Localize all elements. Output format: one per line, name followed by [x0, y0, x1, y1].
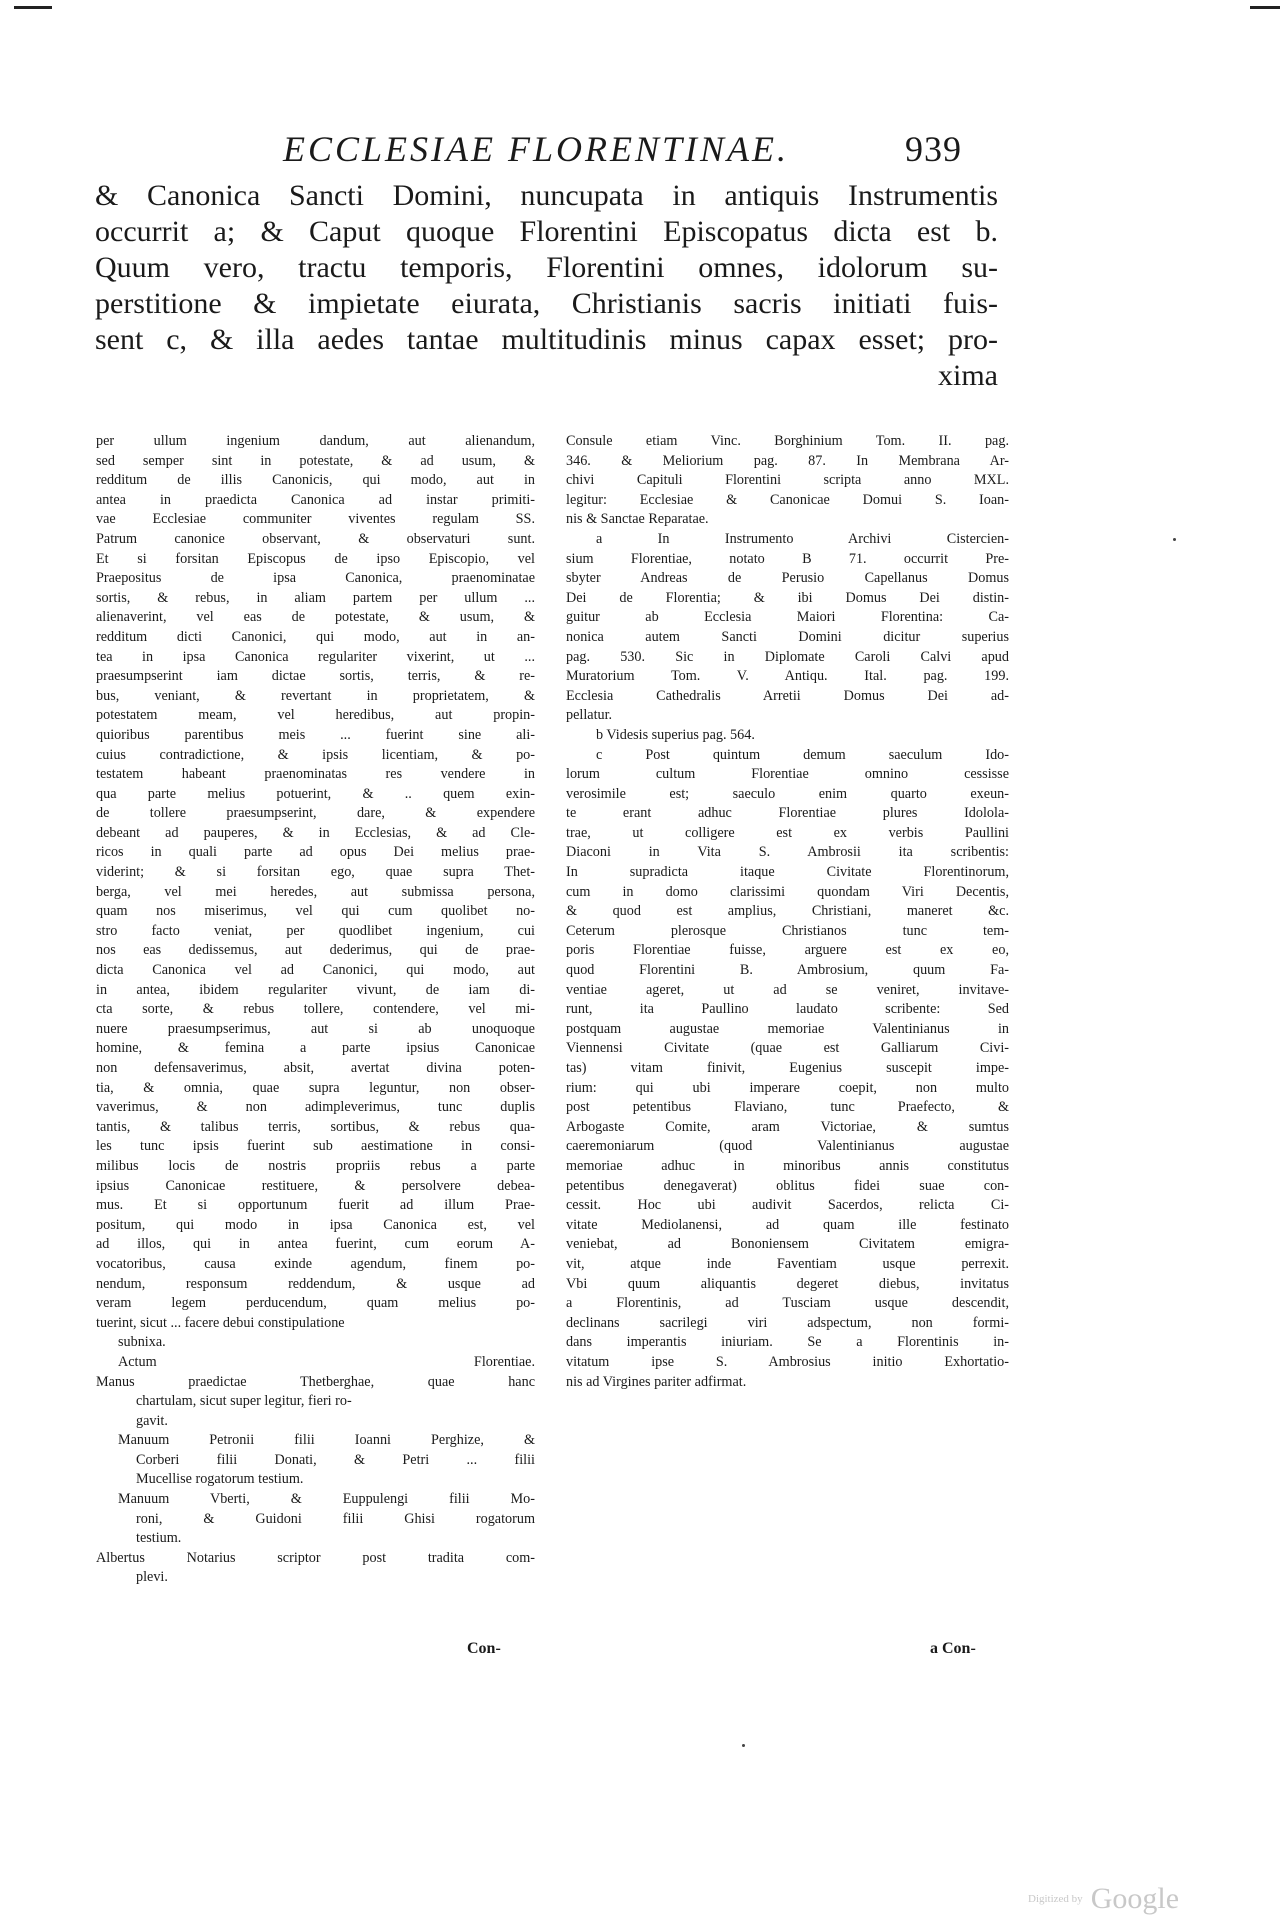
- text-line: legitur: Ecclesiae & Canonicae Domui S. Ioan-: [566, 491, 1009, 508]
- text-line: roni, & Guidoni filii Ghisi rogatorum: [136, 1510, 535, 1527]
- text-line: cta sorte, & rebus tollere, contendere, vel mi-: [96, 1001, 535, 1018]
- text-line: lorum cultum Florentiae omnino cessisse: [566, 766, 1009, 783]
- text-line: tea in ipsa Canonica regulariter vixerint, ut ...: [96, 648, 535, 665]
- text-line: a In Instrumento Archivi Cistercien-: [596, 530, 1009, 547]
- text-line: ventiae ageret, ut ad se veniret, invitave-: [566, 981, 1009, 998]
- text-line: pag. 530. Sic in Diplomate Caroli Calvi apud: [566, 648, 1009, 665]
- text-line: xima: [938, 359, 998, 392]
- text-line: runt, ita Paullino laudato scribente: Sed: [566, 1001, 1009, 1018]
- text-line: sium Florentiae, notato B 71. occurrit Pre-: [566, 550, 1009, 567]
- watermark-brand: Google: [1090, 1882, 1180, 1915]
- text-line: Ecclesia Cathedralis Arretii Domus Dei ad-: [566, 687, 1009, 704]
- text-line: plevi.: [136, 1569, 168, 1586]
- text-line: non defensaverimus, absit, avertat divina poten-: [96, 1060, 535, 1076]
- text-line: Patrum canonice observant, & observaturi sunt.: [96, 530, 535, 547]
- text-line: vaverimus, & non adimpleverimus, tunc duplis: [96, 1099, 535, 1116]
- text-line: nendum, responsum reddendum, & usque ad: [96, 1275, 535, 1292]
- running-head-title: ECCLESIAE FLORENTINAE.: [283, 129, 789, 169]
- text-line: petentibus denegaverat) oblitus fidei suae con-: [566, 1177, 1009, 1194]
- text-line: nonica autem Sancti Domini dicitur superius: [566, 628, 1009, 645]
- text-line: ipsius Canonicae restituere, & persolvere debea-: [96, 1177, 535, 1194]
- lead-paragraph: [95, 178, 998, 394]
- text-line: verosimile est; saeculo enim quarto exeun-: [566, 785, 1009, 802]
- text-line: In supradicta itaque Civitate Florentinorum,: [566, 864, 1009, 881]
- scan-speck: [742, 1744, 745, 1747]
- watermark-prefix: Digitized by: [1028, 1893, 1083, 1905]
- text-line: mus. Et si opportunum fuerit ad illum Prae-: [96, 1197, 535, 1214]
- text-line: declinans sacrilegi viri adspectum, non formi-: [566, 1314, 1009, 1331]
- text-line: Corberi filii Donati, & Petri ... filii: [136, 1451, 535, 1468]
- text-line: gavit.: [136, 1412, 168, 1429]
- text-line: veram legem perducendum, quam melius po-: [96, 1295, 535, 1312]
- text-line: cuius contradictione, & ipsis licentiam, & po-: [96, 746, 535, 763]
- text-line: antea in praedicta Canonica ad instar primiti-: [96, 491, 535, 508]
- text-line: ricos in quali parte ad opus Dei melius prae-: [96, 844, 535, 861]
- text-line: guitur ab Ecclesia Maiori Florentina: Ca-: [566, 609, 1009, 626]
- text-line: praesumpserint iam dictae sortis, terris, & re-: [96, 668, 535, 685]
- text-line: subnixa.: [118, 1334, 166, 1351]
- text-line: Manuum Petronii filii Ioanni Perghize, &: [118, 1432, 535, 1449]
- text-line: rium: qui ubi imperare coepit, non multo: [566, 1079, 1009, 1096]
- text-line: perstitione & impietate eiurata, Christianis sacris initiati fuis-: [95, 287, 998, 320]
- text-line: caeremoniarum (quod Valentinianus augustae: [566, 1138, 1009, 1155]
- text-line: tas) vitam finivit, Eugenius suscepit impe-: [566, 1060, 1009, 1076]
- text-line: Manus praedictae Thetberghae, quae hanc: [96, 1373, 535, 1390]
- text-line: nos eas dedissemus, aut dederimus, qui de prae-: [96, 942, 535, 959]
- text-line: a Florentinis, ad Tusciam usque descendit,: [566, 1295, 1009, 1312]
- catchword-left: Con-: [467, 1640, 501, 1657]
- text-line: 346. & Meliorium pag. 87. In Membrana Ar-: [566, 452, 1009, 469]
- text-line: nis & Sanctae Reparatae.: [566, 511, 709, 528]
- text-line: alienaverint, vel eas de potestate, & usum, &: [96, 609, 535, 626]
- catchword-right: a Con-: [930, 1640, 976, 1657]
- text-line: sed semper sint in potestate, & ad usum, &: [96, 452, 535, 469]
- text-line: occurrit a; & Caput quoque Florentini Episcopatus dicta est b.: [95, 215, 998, 248]
- text-line: tia, & omnia, quae supra leguntur, non obser-: [96, 1079, 535, 1096]
- text-line: vocatoribus, causa exinde agendum, finem po-: [96, 1255, 535, 1272]
- scan-edge-mark-right: [1250, 6, 1280, 9]
- scan-edge-mark-left: [14, 6, 52, 9]
- text-line: vitatum ipse S. Ambrosius initio Exhortatio-: [566, 1353, 1009, 1370]
- text-line: Muratorium Tom. V. Antiqu. Ital. pag. 199.: [566, 668, 1009, 685]
- text-line: qua parte melius potuerint, & .. quem exin-: [96, 785, 535, 802]
- right-column-footnotes: [566, 432, 1009, 1392]
- text-line: bus, veniant, & revertant in proprietatem, &: [96, 687, 535, 704]
- text-line: vae Ecclesiae communiter viventes regulam SS.: [96, 511, 535, 528]
- text-line: redditum de illis Canonicis, qui modo, aut in: [96, 472, 535, 489]
- text-line: veniebat, ad Bononiensem Civitatem emigra-: [566, 1236, 1009, 1253]
- text-line: & quod est amplius, Christiani, maneret &c.: [566, 903, 1009, 920]
- text-line: Dei de Florentia; & ibi Domus Dei distin-: [566, 589, 1009, 606]
- text-line: sbyter Andreas de Perusio Capellanus Domus: [566, 570, 1009, 587]
- digitization-watermark: [1028, 1882, 1179, 1916]
- text-line: vit, atque inde Faventiam usque perrexit.: [566, 1255, 1009, 1272]
- text-line: Vbi quum aliquantis degeret diebus, invitatus: [566, 1275, 1009, 1292]
- text-line: Manuum Vberti, & Euppulengi filii Mo-: [118, 1491, 535, 1508]
- text-line: Quum vero, tractu temporis, Florentini omnes, idolorum su-: [95, 251, 998, 284]
- text-line: Actum Florentiae.: [118, 1353, 535, 1370]
- text-line: stro facto veniat, per quodlibet ingenium, cui: [96, 922, 535, 939]
- text-line: dans imperantis iniuriam. Se a Florentinis in-: [566, 1334, 1009, 1351]
- text-line: debeant ad pauperes, & in Ecclesias, & ad Cle-: [96, 824, 535, 841]
- text-line: vitate Mediolanensi, ad quam ille festinato: [566, 1216, 1009, 1233]
- text-line: te erant adhuc Florentiae plures Idolola-: [566, 805, 1009, 822]
- text-line: sortis, & rebus, in aliam partem per ullum ...: [96, 589, 535, 606]
- text-line: positum, qui modo in ipsa Canonica est, vel: [96, 1216, 535, 1233]
- text-line: poris Florentiae fuisse, arguere est ex eo,: [566, 942, 1009, 959]
- text-line: & Canonica Sancti Domini, nuncupata in antiquis Instrumentis: [95, 179, 998, 212]
- text-line: memoriae adhuc in minoribus annis constitutus: [566, 1157, 1009, 1174]
- text-line: c Post quintum demum saeculum Ido-: [596, 746, 1009, 763]
- text-line: Diaconi in Vita S. Ambrosii ita scribentis:: [566, 844, 1009, 861]
- text-line: Arbogaste Comite, aram Victoriae, & sumtus: [566, 1118, 1009, 1135]
- page-number: 939: [905, 129, 962, 169]
- text-line: Praepositus de ipsa Canonica, praenominatae: [96, 570, 535, 587]
- text-line: pellatur.: [566, 707, 613, 724]
- text-line: Albertus Notarius scriptor post tradita com-: [96, 1549, 535, 1566]
- text-line: testatem habeant praenominatas res vendere in: [96, 766, 535, 783]
- text-line: chivi Capituli Florentini scripta anno MXL.: [566, 472, 1009, 489]
- text-line: trae, ut colligere est ex verbis Paullini: [566, 824, 1009, 841]
- text-line: Ceterum plerosque Christianos tunc tem-: [566, 922, 1009, 939]
- text-line: b Videsis superius pag. 564.: [596, 726, 755, 743]
- text-line: nuere praesumpserimus, aut si ab unoquoque: [96, 1020, 535, 1037]
- text-line: de tollere praesumpserint, dare, & expendere: [96, 805, 535, 822]
- text-line: quod Florentini B. Ambrosium, quum Fa-: [566, 962, 1009, 979]
- text-line: testium.: [136, 1530, 182, 1547]
- text-line: in antea, ibidem regulariter vivunt, de iam di-: [96, 981, 535, 998]
- text-line: Et si forsitan Episcopus de ipso Episcopio, vel: [96, 550, 535, 567]
- text-line: tuerint, sicut ... facere debui constipulatione: [96, 1314, 345, 1331]
- text-line: per ullum ingenium dandum, aut alienandum,: [96, 433, 535, 449]
- text-line: tantis, & talibus terris, sortibus, & rebus qua-: [96, 1118, 535, 1135]
- text-line: milibus locis de nostris propriis rebus a parte: [96, 1157, 535, 1174]
- text-line: quam nos miserimus, vel qui cum quolibet no-: [96, 903, 535, 920]
- text-line: cum in domo clarissimi quondam Viri Decentis,: [566, 883, 1009, 900]
- text-line: viderint; & si forsitan ego, quae supra Thet-: [96, 864, 535, 881]
- text-line: cessit. Hoc ubi audivit Sacerdos, relicta Ci-: [566, 1197, 1009, 1214]
- text-line: homine, & femina a parte ipsius Canonicae: [96, 1040, 535, 1057]
- text-line: redditum dicti Canonici, qui modo, aut in an-: [96, 628, 535, 645]
- text-line: sent c, & illa aedes tantae multitudinis minus capax esset; pro-: [95, 323, 998, 356]
- scan-speck: [1173, 538, 1176, 541]
- text-line: dicta Canonica vel ad Canonici, qui modo, aut: [96, 962, 535, 979]
- text-line: ad illos, qui in antea fuerint, cum eorum A-: [96, 1236, 535, 1253]
- text-line: quioribus parentibus meis ... fuerint sine ali-: [96, 726, 535, 743]
- text-line: berga, vel mei heredes, aut submissa persona,: [96, 883, 535, 900]
- text-line: potestatem meam, vel heredibus, aut propin-: [96, 707, 535, 724]
- text-line: les tunc ipsis fuerint sub aestimatione in consi-: [96, 1138, 535, 1155]
- text-line: chartulam, sicut super legitur, fieri ro-: [136, 1393, 352, 1410]
- text-line: post petentibus Flaviano, tunc Praefecto, &: [566, 1099, 1009, 1116]
- text-line: Mucellise rogatorum testium.: [136, 1471, 304, 1488]
- left-column-document-text: [96, 432, 535, 1588]
- text-line: Viennensi Civitate (quae est Galliarum Civi-: [566, 1040, 1009, 1057]
- text-line: postquam augustae memoriae Valentinianus in: [566, 1020, 1009, 1037]
- text-line: nis ad Virgines pariter adfirmat.: [566, 1373, 747, 1390]
- text-line: Consule etiam Vinc. Borghinium Tom. II. pag.: [566, 433, 1009, 449]
